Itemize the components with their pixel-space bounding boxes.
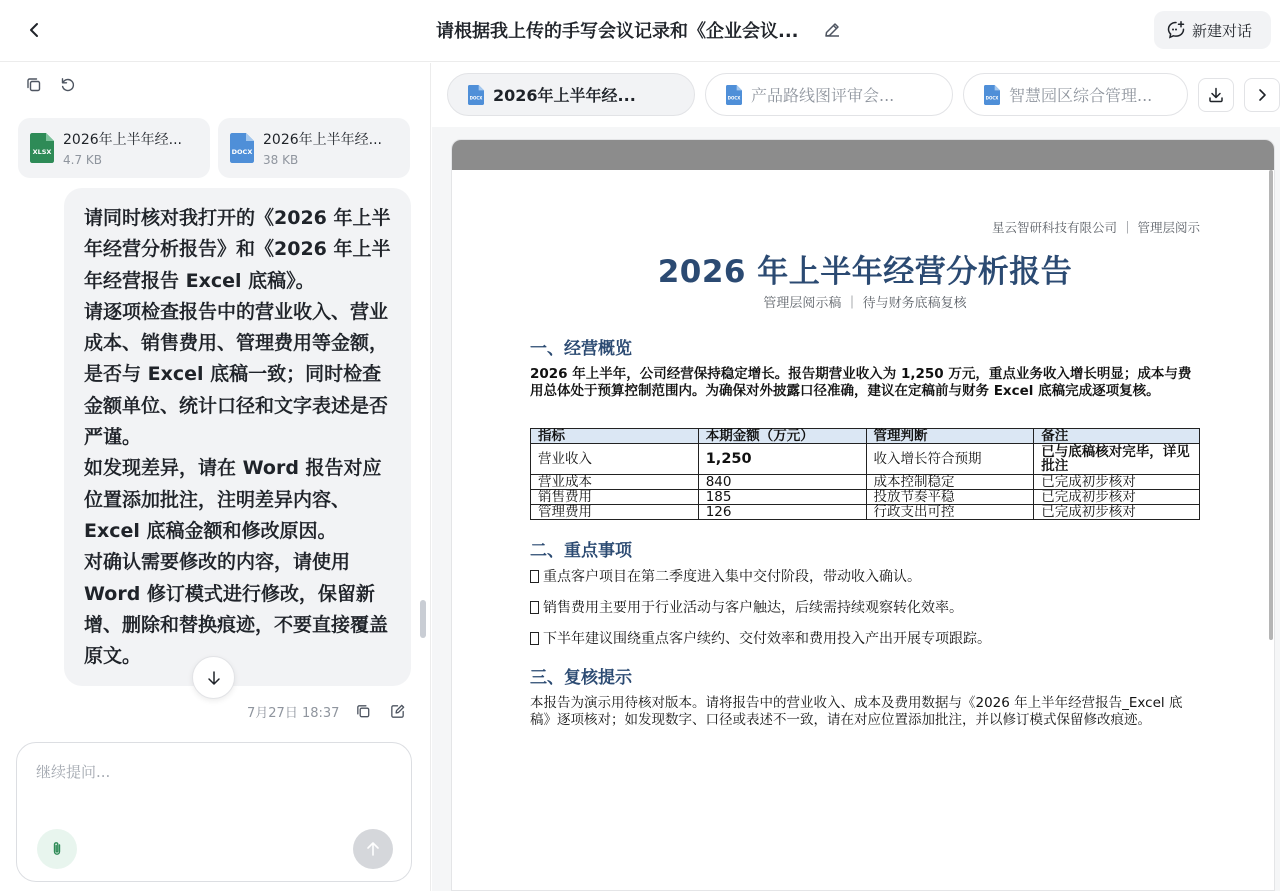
table-cell: 投放节奏平稳: [866, 490, 1034, 505]
message-top-actions: [24, 75, 78, 95]
download-button[interactable]: [1198, 78, 1234, 112]
back-button[interactable]: [20, 16, 48, 44]
list-item: [530, 628, 991, 648]
tab-roadmap[interactable]: [705, 73, 953, 116]
section-overview-text: 2026 年上半年，公司经营保持稳定增长。报告期营业收入为 1,250 万元，重点业务收入增长明显；成本与费用总体处于预算控制范围内。为确保对外披露口径准确，建议在定稿前与财务 Excel 底稿完成逐项复核。: [530, 366, 1192, 399]
tab-smart-park[interactable]: [963, 73, 1188, 116]
bullet-box-icon: [530, 601, 539, 614]
edit-title-button[interactable]: [821, 19, 843, 41]
scroll-to-bottom-button[interactable]: [192, 656, 235, 699]
document-preview-panel: [432, 63, 1280, 891]
copy-message-button[interactable]: [353, 701, 373, 721]
xlsx-file-icon: [30, 133, 54, 163]
new-chat-icon: [1166, 20, 1186, 40]
pencil-icon: [822, 20, 842, 40]
list-item-text: 下半年建议围绕重点客户续约、交付效率和费用投入产出开展专项跟踪。: [543, 631, 991, 647]
attachment-name: 2026年上半年经...: [63, 132, 182, 148]
xlsx-label: XLSX: [32, 148, 52, 156]
paperclip-icon: [48, 840, 66, 858]
table-cell: 已完成初步核对: [1034, 475, 1200, 490]
user-message-bubble: [64, 188, 411, 686]
copy-icon: [355, 703, 372, 720]
new-chat-button[interactable]: [1154, 11, 1271, 49]
section-heading-overview: 一、经营概览: [530, 339, 632, 359]
conversation-title: 请根据我上传的手写会议记录和《企业会议...: [436, 21, 799, 42]
table-cell: 收入增长符合预期: [866, 444, 1034, 475]
docx-file-icon: [984, 85, 1000, 105]
chevron-left-icon: [27, 22, 41, 38]
bullet-box-icon: [530, 632, 539, 645]
arrow-down-icon: [206, 670, 222, 686]
docx-file-icon: [230, 133, 254, 163]
send-button[interactable]: [353, 829, 393, 869]
table-cell: 已与底稿核对完毕，详见批注: [1034, 444, 1200, 475]
table-cell: 营业收入: [531, 444, 699, 475]
refresh-icon: [59, 76, 77, 94]
table-cell: 成本控制稳定: [866, 475, 1034, 490]
table-cell: 行政支出可控: [866, 505, 1034, 520]
table-row: [531, 444, 1200, 475]
message-meta: [247, 701, 421, 721]
top-header: [0, 0, 1280, 62]
docx-label: DOCX: [727, 95, 741, 101]
table-cell: 已完成初步核对: [1034, 490, 1200, 505]
table-cell: 840: [698, 475, 866, 490]
list-item-text: 销售费用主要用于行业活动与客户触达，后续需持续观察转化效率。: [543, 600, 963, 616]
document-scrollbar[interactable]: [1269, 170, 1273, 640]
attachment-name: 2026年上半年经...: [263, 132, 382, 148]
list-item: [530, 566, 921, 586]
table-header-row: [531, 429, 1200, 444]
section-heading-review: 三、复核提示: [530, 668, 632, 688]
new-chat-label: 新建对话: [1192, 21, 1253, 40]
section-review-text: 本报告为演示用待核对版本。请将报告中的营业收入、成本及费用数据与《2026 年上半年经营报告_Excel 底稿》逐项核对；如发现数字、口径或表述不一致，请在对应位置添加批注，并以修订模式保留修改痕迹。: [530, 695, 1183, 728]
table-cell: 1,250: [698, 444, 866, 475]
composer-input[interactable]: [36, 763, 386, 781]
table-row: [531, 475, 1200, 490]
list-item: [530, 597, 963, 617]
edit-message-button[interactable]: [387, 701, 407, 721]
tab-report[interactable]: [447, 73, 695, 116]
docx-file-icon: [726, 85, 742, 105]
list-item-text: 重点客户项目在第二季度进入集中交付阶段，带动收入确认。: [543, 569, 921, 585]
bullet-box-icon: [530, 570, 539, 583]
doc-title: 2026 年上半年经营分析报告: [657, 254, 1073, 290]
tab-label: 产品路线图评审会...: [751, 86, 895, 105]
document-tabs: [432, 63, 1280, 127]
section-heading-key-items: 二、重点事项: [530, 541, 632, 561]
table-header-cell: 备注: [1034, 429, 1200, 444]
tab-label: 2026年上半年经...: [493, 86, 636, 105]
attachment-size: 4.7 KB: [63, 153, 102, 167]
table-header-cell: 管理判断: [866, 429, 1034, 444]
conversation-title-wrap: [436, 17, 843, 43]
docx-file-icon: [468, 85, 484, 105]
edit-icon: [389, 703, 406, 720]
message-composer: [16, 742, 412, 882]
financial-table: [530, 428, 1200, 520]
regenerate-button[interactable]: [58, 75, 78, 95]
attachment-xlsx[interactable]: [18, 118, 210, 178]
docx-label: DOCX: [469, 95, 483, 101]
message-timestamp: 7月27日 18:37: [247, 705, 340, 721]
download-icon: [1207, 86, 1225, 104]
doc-company-header: 星云智研科技有限公司 ｜ 管理层阅示: [992, 220, 1200, 235]
table-header-cell: 指标: [531, 429, 699, 444]
table-cell: 营业成本: [531, 475, 699, 490]
table-row: [531, 490, 1200, 505]
table-row: [531, 505, 1200, 520]
table-cell: 126: [698, 505, 866, 520]
chat-panel: [0, 63, 431, 891]
docx-label: DOCX: [231, 148, 253, 156]
user-message-text: 请同时核对我打开的《2026 年上半年经营分析报告》和《2026 年上半年经营报告 Excel 底稿》。 请逐项检查报告中的营业收入、营业成本、销售费用、管理费用等金额，是否与 Excel 底稿一致；同时检查金额单位、统计口径和文字表述是否严谨。 如发现差异，请在 Word 报告对应位置添加批注，注明差异内容、Excel 底稿金额和修改原因。 对确认需要修改的内容，请使用 Word 修订模式进行修改，保留新增、删除和替换痕迹，不要直接覆盖原文。: [84, 207, 391, 668]
attachment-docx[interactable]: [218, 118, 410, 178]
next-tab-button[interactable]: [1244, 78, 1280, 112]
table-cell: 已完成初步核对: [1034, 505, 1200, 520]
document-page: [451, 139, 1275, 891]
copy-button[interactable]: [24, 75, 44, 95]
doc-subtitle: 管理层阅示稿 ｜ 待与财务底稿复核: [763, 296, 967, 311]
attachment-size: 38 KB: [263, 153, 299, 167]
table-cell: 管理费用: [531, 505, 699, 520]
copy-icon: [25, 76, 43, 94]
tab-label: 智慧园区综合管理...: [1009, 86, 1153, 105]
chevron-right-icon: [1255, 88, 1269, 102]
table-cell: 185: [698, 490, 866, 505]
arrow-up-icon: [365, 841, 381, 857]
attach-button[interactable]: [37, 829, 77, 869]
document-toolbar-strip: [452, 140, 1275, 170]
docx-label: DOCX: [985, 95, 999, 101]
table-header-cell: 本期金额（万元）: [698, 429, 866, 444]
table-cell: 销售费用: [531, 490, 699, 505]
chat-scrollbar[interactable]: [420, 600, 426, 638]
